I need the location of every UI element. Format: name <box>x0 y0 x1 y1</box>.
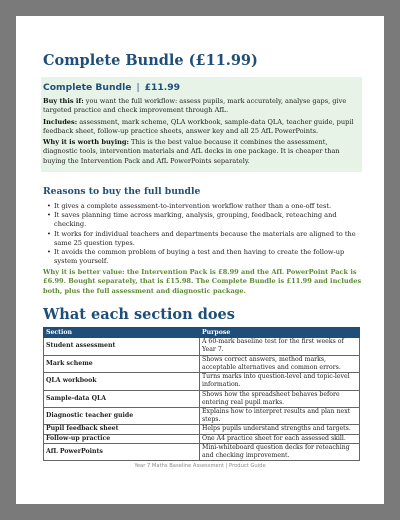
list-item: • It gives a complete assessment-to-intervention workflow rather than a one-off test. <box>49 202 362 211</box>
product-name: Complete Bundle <box>43 82 132 93</box>
section-cell: Sample-data QLA <box>44 390 200 407</box>
summary-title <box>43 82 356 93</box>
worth-label: Why it is worth buying: <box>43 138 129 147</box>
buy-paragraph <box>43 97 356 116</box>
includes-text: assessment, mark scheme, QLA workbook, sample-data QLA, teacher guide, pupil feedback sheet, follow-up practice sheets, answer key and all 25 AfL PowerPoints. <box>43 117 354 135</box>
includes-label: Includes: <box>43 117 78 126</box>
includes-paragraph <box>43 118 356 137</box>
table-row <box>44 390 360 407</box>
section-cell: AfL PowerPoints <box>44 443 200 460</box>
page-footer: Year 7 Maths Baseline Assessment | Product Guide <box>134 463 266 469</box>
page-title: Complete Bundle (£11.99) <box>43 52 258 69</box>
value-statement: Why it is better value: the Intervention Pack is £8.99 and the AfL PowerPoint Pack is £6.99. Bought separately, that is £15.98. The Complete Bundle is £11.99 and includes both, plus the full assessment and diagnostic package. <box>43 267 362 295</box>
purpose-cell: Turns marks into question-level and topic-level information. <box>200 373 360 390</box>
sections-heading: What each section does <box>43 306 235 324</box>
section-cell: Pupil feedback sheet <box>44 425 200 434</box>
section-cell: QLA workbook <box>44 373 200 390</box>
title-separator: | <box>136 82 140 93</box>
table-row <box>44 425 360 434</box>
section-cell: Follow-up practice <box>44 434 200 443</box>
reasons-list <box>43 202 362 266</box>
table-row <box>44 434 360 443</box>
document-page <box>16 16 384 504</box>
worth-paragraph <box>43 138 356 166</box>
purpose-cell: Mini-whiteboard question decks for reteaching and checking improvement. <box>200 443 360 460</box>
section-cell: Mark scheme <box>44 355 200 372</box>
purpose-cell: Explains how to interpret results and plan next steps. <box>200 407 360 424</box>
purpose-cell: Shows how the spreadsheet behaves before entering real pupil marks. <box>200 390 360 407</box>
buy-text: you want the full workflow: assess pupils, mark accurately, analyse gaps, give targeted practice and check improvement through AfL. <box>43 97 347 115</box>
table-row <box>44 407 360 424</box>
list-item: • It saves planning time across marking, analysis, grouping, feedback, reteaching and checking. <box>49 211 362 229</box>
table-header-row <box>44 328 360 338</box>
buy-label: Buy this if: <box>43 97 84 105</box>
table-row <box>44 338 360 355</box>
section-cell: Student assessment <box>44 338 200 355</box>
sections-table <box>43 327 360 461</box>
purpose-cell: One A4 practice sheet for each assessed skill. <box>200 434 360 443</box>
column-header-purpose: Purpose <box>200 328 360 338</box>
purpose-cell: A 60-mark baseline test for the first weeks of Year 7. <box>200 338 360 355</box>
column-header-section: Section <box>44 328 200 338</box>
section-cell: Diagnostic teacher guide <box>44 407 200 424</box>
table-row <box>44 373 360 390</box>
reasons-heading: Reasons to buy the full bundle <box>43 186 201 198</box>
table-row <box>44 355 360 372</box>
product-price: £11.99 <box>144 82 181 93</box>
list-item: • It avoids the common problem of buying a test and then having to create the follow-up system yourself. <box>49 248 362 266</box>
list-item: • It works for individual teachers and departments because the materials are aligned to the same 25 question types. <box>49 230 362 248</box>
purpose-cell: Helps pupils understand strengths and targets. <box>200 425 360 434</box>
worth-text: This is the best value because it combines the assessment, diagnostic tools, intervention materials and AfL decks in one package. It is cheaper than buying the Intervention Pack and AfL PowerPoints separately. <box>43 138 340 165</box>
purpose-cell: Shows correct answers, method marks, acceptable alternatives and common errors. <box>200 355 360 372</box>
summary-box <box>41 77 362 172</box>
table-row <box>44 443 360 460</box>
